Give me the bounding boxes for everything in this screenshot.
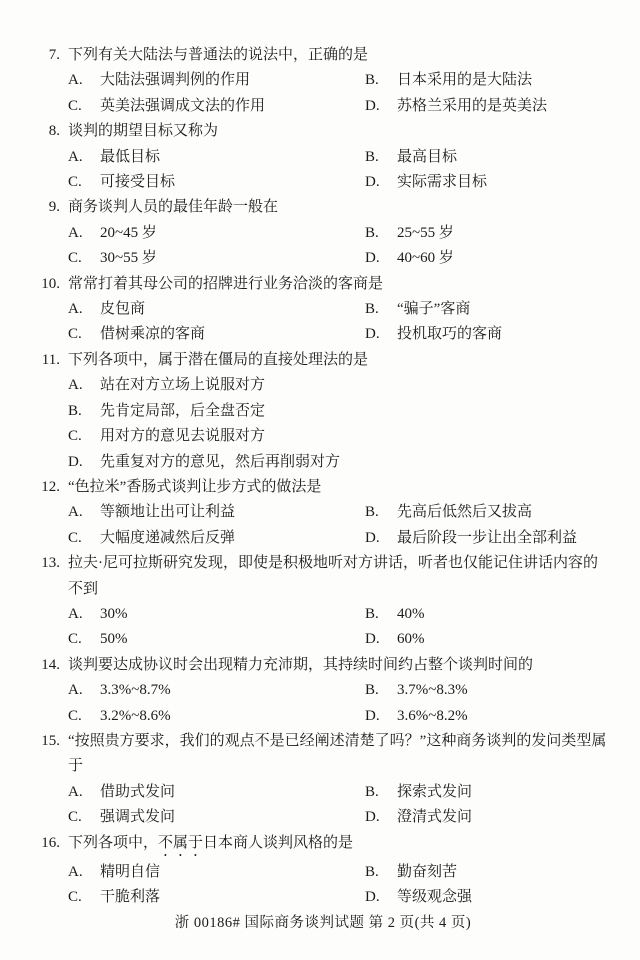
option-text: 40%: [397, 605, 425, 622]
question: [34, 729, 612, 831]
option-text: 3.6%~8.2%: [397, 707, 468, 724]
option-label: C.: [68, 707, 82, 724]
option-b: [365, 221, 612, 246]
option-label: B.: [365, 605, 379, 622]
option-label: B.: [365, 72, 379, 89]
option-text: 最后阶段一步让出全部利益: [397, 529, 578, 546]
stem-text: 日本商人谈判风格的是: [203, 834, 354, 851]
option-text: 最高目标: [397, 148, 458, 165]
option-label: B.: [365, 504, 379, 521]
option-d: [365, 704, 612, 729]
stem-text: “按照贵方要求，我们的观点不是已经阐述清楚了吗？”这种商务谈判的发问类型属于: [68, 732, 607, 775]
question-stem: [68, 348, 612, 373]
question-head: [34, 475, 612, 500]
stem-text: 下列各项中，: [68, 834, 159, 851]
option-text: 可接受目标: [100, 174, 176, 191]
option-label: A.: [68, 783, 83, 800]
option-text: 大陆法强调判例的作用: [100, 72, 251, 89]
option-text: 先肯定局部，后全盘否定: [100, 402, 266, 419]
option-grid: [68, 221, 612, 272]
option-label: C.: [68, 889, 82, 905]
question-head: [34, 551, 612, 602]
option-label: B.: [365, 224, 379, 241]
option-label: A.: [68, 72, 83, 89]
option-text: 用对方的意见去说服对方: [100, 428, 266, 445]
question-stem: [68, 119, 612, 144]
question: [34, 43, 612, 119]
option-a: [68, 68, 365, 93]
option-c: [68, 246, 365, 271]
option-label: B.: [68, 402, 82, 419]
option-text: 3.2%~8.6%: [100, 707, 171, 724]
question-stem: [68, 272, 612, 297]
option-text: 澄清式发问: [397, 809, 473, 826]
stem-text: 谈判要达成协议时会出现精力充沛期，其持续时间约占整个谈判时间的: [68, 656, 534, 673]
option-a: [68, 678, 365, 703]
option-b: [365, 780, 612, 805]
option-grid: [68, 297, 612, 348]
option-b: [365, 145, 612, 170]
option-d: [365, 526, 612, 551]
question-number: 13.: [41, 555, 60, 572]
option-text: 实际需求目标: [397, 174, 488, 191]
option-c: [68, 322, 365, 347]
option-label: D.: [365, 631, 380, 648]
option-label: C.: [68, 631, 82, 648]
option-d: [365, 246, 612, 271]
option-text: 站在对方立场上说服对方: [100, 377, 266, 394]
option-b: [365, 602, 612, 627]
option-label: A.: [68, 377, 83, 394]
option-label: A.: [68, 504, 83, 521]
option-grid: [68, 500, 612, 551]
question-number: 7.: [48, 47, 60, 63]
option-text: 30~55 岁: [100, 250, 157, 267]
option-label: B.: [365, 301, 379, 318]
option-label: D.: [365, 889, 380, 905]
option-c: [68, 424, 612, 449]
option-text: 日本采用的是大陆法: [397, 72, 533, 89]
option-label: B.: [365, 148, 379, 165]
option-text: 40~60 岁: [397, 250, 454, 267]
page-footer: 浙 00186# 国际商务谈判试题 第 2 页(共 4 页): [174, 915, 472, 932]
option-grid: [68, 860, 612, 911]
option-text: 大幅度递减然后反弹: [100, 529, 236, 546]
option-label: A.: [68, 863, 83, 880]
option-label: C.: [68, 326, 82, 343]
option-label: C.: [68, 428, 82, 445]
stem-text: “色拉米”香肠式谈判让步方式的做法是: [68, 478, 322, 495]
question: [34, 831, 612, 911]
option-text: 借助式发问: [100, 783, 176, 800]
question-head: [34, 729, 612, 780]
option-a: [68, 221, 365, 246]
option-label: D.: [365, 529, 380, 546]
option-label: B.: [365, 682, 379, 699]
option-text: 60%: [397, 631, 425, 648]
option-d: [365, 627, 612, 652]
option-label: A.: [68, 682, 83, 699]
option-text: 苏格兰采用的是英美法: [397, 97, 548, 114]
stem-text: 下列各项中，属于潜在僵局的直接处理法的是: [68, 351, 369, 368]
option-text: 3.3%~8.7%: [100, 682, 171, 699]
question-number: 10.: [41, 275, 60, 292]
option-text: 50%: [100, 631, 128, 648]
option-d: [365, 885, 612, 910]
option-label: D.: [365, 97, 380, 114]
option-c: [68, 526, 365, 551]
question-stem: [68, 195, 612, 220]
option-text: “骗子”客商: [397, 301, 471, 318]
option-label: A.: [68, 301, 83, 318]
question-stem: [68, 475, 612, 500]
option-text: 最低目标: [100, 148, 161, 165]
question-head: [34, 43, 612, 68]
option-c: [68, 170, 365, 195]
option-a: [68, 373, 612, 398]
option-label: D.: [365, 326, 380, 343]
option-label: C.: [68, 97, 82, 114]
option-c: [68, 94, 365, 119]
option-text: 精明自信: [100, 863, 161, 880]
question-head: [34, 831, 612, 860]
option-label: A.: [68, 148, 83, 165]
option-text: 先高后低然后又拔高: [397, 504, 533, 521]
question-stem: [68, 653, 612, 678]
question-number: 16.: [41, 834, 60, 851]
question-head: [34, 348, 612, 373]
option-grid: [68, 373, 612, 475]
option-d: [365, 805, 612, 830]
stem-emphasis-text: 不属于: [158, 834, 204, 851]
option-label: C.: [68, 529, 82, 546]
option-b: [365, 678, 612, 703]
option-d: [68, 450, 612, 475]
option-grid: [68, 678, 612, 729]
option-a: [68, 145, 365, 170]
option-c: [68, 704, 365, 729]
option-label: B.: [365, 783, 379, 800]
option-b: [365, 68, 612, 93]
option-label: D.: [365, 250, 380, 267]
option-text: 探索式发问: [397, 783, 473, 800]
option-grid: [68, 780, 612, 831]
stem-text: 常常打着其母公司的招牌进行业务洽淡的客商是: [68, 275, 384, 292]
option-label: A.: [68, 224, 83, 241]
question-number: 15.: [41, 732, 60, 749]
question-number: 12.: [41, 478, 60, 495]
option-label: A.: [68, 605, 83, 622]
stem-text: 下列有关大陆法与普通法的说法中，正确的是: [68, 47, 369, 63]
option-label: D.: [68, 453, 83, 470]
question: [34, 348, 612, 475]
option-text: 投机取巧的客商: [397, 326, 503, 343]
option-label: D.: [365, 809, 380, 826]
option-b: [365, 500, 612, 525]
option-a: [68, 297, 365, 322]
stem-text: 拉夫·尼可拉斯研究发现，即使是积极地听对方讲话，听者也仅能记住讲话内容的不到: [68, 555, 598, 597]
question-stem: [68, 729, 612, 780]
option-b: [365, 860, 612, 885]
question-head: [34, 653, 612, 678]
question-number: 9.: [48, 199, 60, 216]
option-text: 先重复对方的意见，然后再削弱对方: [100, 453, 341, 470]
question-head: [34, 119, 612, 144]
option-text: 3.7%~8.3%: [397, 682, 468, 699]
option-d: [365, 94, 612, 119]
question-stem: [68, 43, 612, 68]
question-stem: [68, 831, 612, 860]
option-c: [68, 627, 365, 652]
question: [34, 653, 612, 729]
option-text: 强调式发问: [100, 809, 176, 826]
option-d: [365, 170, 612, 195]
question-number: 8.: [48, 123, 60, 140]
option-label: C.: [68, 174, 82, 191]
option-d: [365, 322, 612, 347]
option-text: 20~45 岁: [100, 224, 157, 241]
question: [34, 475, 612, 551]
option-text: 干脆利落: [100, 889, 161, 905]
option-grid: [68, 602, 612, 653]
option-a: [68, 860, 365, 885]
option-label: D.: [365, 174, 380, 191]
option-text: 皮包商: [100, 301, 146, 318]
option-b: [365, 297, 612, 322]
option-grid: [68, 68, 612, 119]
option-a: [68, 500, 365, 525]
question-number: 14.: [41, 656, 60, 673]
option-text: 等级观念强: [397, 889, 473, 905]
option-text: 勤奋刻苦: [397, 863, 458, 880]
question-head: [34, 272, 612, 297]
option-label: B.: [365, 863, 379, 880]
option-text: 等额地让出可让利益: [100, 504, 236, 521]
question: [34, 551, 612, 653]
option-c: [68, 885, 365, 910]
stem-text: 商务谈判人员的最佳年龄一般在: [68, 199, 279, 216]
option-label: C.: [68, 809, 82, 826]
option-text: 30%: [100, 605, 128, 622]
option-grid: [68, 145, 612, 196]
option-a: [68, 602, 365, 627]
option-label: D.: [365, 707, 380, 724]
question: [34, 272, 612, 348]
option-text: 25~55 岁: [397, 224, 454, 241]
question-head: [34, 195, 612, 220]
option-b: [68, 399, 612, 424]
option-a: [68, 780, 365, 805]
option-text: 英美法强调成文法的作用: [100, 97, 266, 114]
option-c: [68, 805, 365, 830]
option-label: C.: [68, 250, 82, 267]
question: [34, 195, 612, 271]
question: [34, 119, 612, 195]
question-number: 11.: [41, 351, 60, 368]
stem-text: 谈判的期望目标又称为: [68, 123, 219, 140]
question-stem: [68, 551, 612, 602]
option-text: 借树乘凉的客商: [100, 326, 206, 343]
question-list: [34, 43, 612, 910]
